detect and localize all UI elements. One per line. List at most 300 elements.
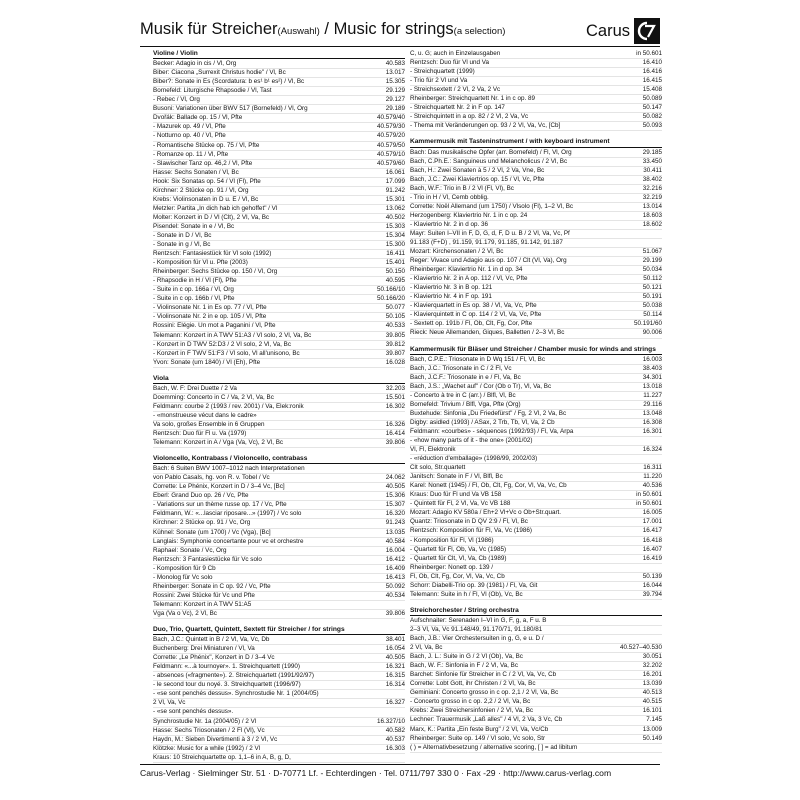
entry-catalog-number: 30.411 [643, 166, 662, 174]
entry-catalog-number: 40.534 [385, 591, 405, 599]
entry-catalog-number: 50.082 [642, 113, 662, 121]
catalog-entry [410, 275, 662, 284]
catalog-section [410, 138, 662, 338]
catalog-entry [410, 455, 662, 464]
catalog-entry [153, 178, 405, 187]
catalog-entry [153, 574, 405, 583]
entry-title: - «how many parts of it - the one» (2001/02) [410, 437, 533, 445]
entry-catalog-number: 50.114 [643, 311, 662, 319]
entry-title: Rheinberger: Sechs Stücke op. 150 / Vl, Org [153, 268, 278, 276]
entry-title: Bach, J.C.: Zwei Klaviertrios op. 15 / Vl, Vc, Pfte [410, 175, 545, 183]
catalog-entry [410, 564, 662, 573]
catalog-entry [153, 465, 405, 474]
catalog-entry [410, 248, 662, 257]
entry-title: - Komposition für Fl, Vl (1986) [410, 536, 494, 544]
catalog-entry [410, 68, 662, 77]
catalog-entry [153, 205, 405, 214]
entry-catalog-number: 50.149 [642, 734, 662, 742]
entry-title: - Notturno op. 40 / Vl, Pfte [153, 132, 226, 140]
entry-title: - Thema mit Veränderungen op. 93 / 2 Vl, Va, Vc, [Cb] [410, 122, 561, 130]
catalog-section [153, 626, 405, 763]
catalog-entry [410, 410, 662, 419]
publisher-name: Carus [585, 22, 630, 40]
entry-title: - Klavierquintett in C op. 114 / 2 Vl, Va, Vc, Pfte [410, 311, 542, 319]
catalog-entry [153, 745, 405, 754]
catalog-entry [410, 726, 662, 735]
entry-title: Rentzsch: Fantasiestück für Vl solo (1992) [153, 250, 272, 258]
entry-catalog-number: 50.092 [385, 582, 405, 590]
entry-catalog-number: 40.579/60 [376, 159, 405, 167]
entry-title: Bornefeld: Liturgische Rhapsodie / Vl, Tast [153, 87, 272, 95]
entry-catalog-number: 16.005 [642, 509, 662, 517]
entry-catalog-number: 16.413 [385, 573, 405, 581]
entry-title: Karel: Nonett (1945) / Fl, Ob, Clt, Fg, Cor, Vl, Va, Vc, Cb [410, 482, 567, 490]
entry-catalog-number: 13.017 [385, 69, 405, 77]
entry-title: - Trio in H / Vl, Cemb obblig. [410, 193, 489, 201]
entry-title: Doemming: Concerto in C / Va, 2 Vl, Va, Bc [153, 393, 274, 401]
entry-title: Mayr: Suiten I–VII in F, D, G, d, F, D u. B / 2 Vl, Va, Vc, Pf [410, 229, 570, 237]
entry-title: 2 Vl, Va, Bc [410, 644, 443, 652]
entry-catalog-number: 40.515 [642, 698, 662, 706]
entry-title: 91.183 (F+D) , 91.159, 91.179, 91.185, 91.142, 91.187 [410, 238, 563, 246]
entry-title: - Violinsonate Nr. 1 in Es op. 77 / Vl, Pfte [153, 304, 267, 312]
section-heading: Streichorchester / String orchestra [410, 607, 662, 616]
catalog-entry [153, 60, 405, 69]
entry-title: Vga (Va o Vc), 2 Vl, Bc [153, 609, 217, 617]
entry-title: Bach, J.S.: „Wachet auf" / Cor (Ob o Tr), Vl, Va, Bc [410, 382, 552, 390]
entry-title: - Concerto à tre in C (arr.) / Blfl, Vl, Bc [410, 391, 516, 399]
entry-title: 2–3 Vl, Va, Vc 91.148/49, 91.170/71, 91.180/81 [410, 626, 543, 633]
entry-catalog-number: 50.150 [385, 268, 405, 276]
catalog-entry [410, 509, 662, 518]
title-separator: / [319, 20, 334, 38]
catalog-entry [410, 671, 662, 680]
entry-title: Bach, J.C.F.: Triosonate in e / Fl, Va, Bc [410, 373, 521, 381]
entry-catalog-number: 13.039 [642, 680, 662, 688]
catalog-entry [410, 500, 662, 509]
catalog-entry [410, 707, 662, 716]
entry-catalog-number: 90.006 [642, 329, 662, 337]
catalog-entry [410, 185, 662, 194]
catalog-entry [410, 266, 662, 275]
entry-catalog-number: 15.401 [385, 259, 405, 267]
entry-catalog-number: 17.001 [642, 518, 662, 526]
entry-catalog-number: 13.018 [642, 382, 662, 390]
catalog-entry [153, 169, 405, 178]
catalog-entry [153, 359, 405, 368]
entry-title: - Komposition für 9 Cb [153, 564, 216, 572]
entry-catalog-number: 40.502 [385, 213, 405, 221]
entry-title: - Slawischer Tanz op. 46,2 / Vl, Pfte [153, 159, 253, 167]
catalog-section [153, 375, 405, 448]
catalog-entry [153, 708, 405, 717]
entry-title: Biber: Ciacona „Surrexit Christus hodie" / Vl, Bc [153, 69, 286, 77]
catalog-column-left [153, 50, 405, 763]
entry-catalog-number: 16.415 [642, 77, 662, 85]
entry-catalog-number: 16.061 [385, 168, 405, 176]
catalog-entry [153, 556, 405, 565]
catalog-entry [410, 203, 662, 212]
catalog-entry [153, 304, 405, 313]
catalog-entry [153, 332, 405, 341]
catalog-entry [410, 626, 662, 635]
entry-title: Busoni: Variationen über BWV 517 (Bornefeld) / Vl, Org [153, 105, 308, 113]
entry-title: - Klaviertrio Nr. 2 in A op. 112 / Vl, Vc, Pfte [410, 275, 528, 283]
entry-catalog-number: 40.505 [385, 483, 405, 491]
header-rule [140, 46, 660, 47]
entry-catalog-number: 15.303 [385, 222, 405, 230]
catalog-entry [153, 636, 405, 645]
entry-catalog-number: 40.595 [385, 277, 405, 285]
entry-title: - Suite in c op. 166a / Vl, Org [153, 286, 234, 294]
catalog-entry [153, 601, 405, 610]
entry-catalog-number: 15.304 [385, 231, 405, 239]
catalog-entry [153, 736, 405, 745]
catalog-entry [153, 474, 405, 483]
entry-title: - Suite in c op. 166b / Vl, Pfte [153, 295, 235, 303]
catalog-entry [410, 392, 662, 401]
entry-catalog-number: 16.326 [385, 420, 405, 428]
entry-title: Bach, C.Ph.E.: Sanguineus und Melancholicus / 2 Vl, Bc [410, 157, 568, 165]
entry-catalog-number: 18.602 [642, 220, 662, 228]
catalog-entry [410, 591, 662, 600]
entry-catalog-number: 16.003 [642, 355, 662, 363]
entry-title: ( ) = Alternativbesetzung / alternative scoring, [ ] = ad libitum [410, 743, 578, 751]
catalog-entry [410, 221, 662, 230]
entry-catalog-number: 91.242 [385, 186, 405, 194]
catalog-entry [153, 241, 405, 250]
entry-title: Rentzsch: 3 Fantasiestücke für Vc solo [153, 555, 262, 563]
catalog-entry [410, 86, 662, 95]
entry-title: - Monolog für Vc solo [153, 573, 213, 581]
entry-title: Rossini: Zwei Stücke für Vc und Pfte [153, 591, 255, 599]
entry-catalog-number: 39.807 [385, 349, 405, 357]
entry-catalog-number: 29.189 [385, 105, 405, 113]
section-heading: Viola [153, 375, 405, 384]
entry-catalog-number: 16.311 [643, 464, 662, 472]
entry-title: - Quintett für Fl, 2 Vl, Va, Vc VB 188 [410, 500, 511, 508]
catalog-entry [410, 482, 662, 491]
entry-title: Synchrostudie Nr. 1a (2004/05) / 2 Vl [153, 717, 257, 725]
entry-catalog-number: 16.314 [385, 681, 405, 689]
entry-catalog-number: 50.191/60 [633, 320, 662, 328]
catalog-entry [153, 350, 405, 359]
catalog-entry [410, 518, 662, 527]
entry-catalog-number: 7.145 [646, 716, 662, 724]
entry-catalog-number: 32.203 [385, 384, 405, 392]
catalog-entry [153, 718, 405, 727]
entry-title: Feldmann: courbe 2 (1993 / rev. 2001) / Va, Elek:ronik [153, 402, 304, 410]
entry-catalog-number: 29.199 [642, 257, 662, 265]
entry-title: Herzogenberg: Klaviertrio Nr. 1 in c op. 24 [410, 211, 528, 219]
catalog-entry [410, 644, 662, 653]
catalog-entry [410, 428, 662, 437]
entry-catalog-number: 16.412 [385, 555, 405, 563]
catalog-entry [410, 464, 662, 473]
catalog-entry [153, 322, 405, 331]
entry-catalog-number: 15.300 [385, 241, 405, 249]
catalog-entry [410, 546, 662, 555]
entry-title: Buchenberg: Drei Miniaturen / Vl, Va [153, 645, 255, 653]
entry-title: Rentzsch: Duo für Fl u. Va (1979) [153, 430, 247, 438]
entry-title: - «se sont penchés dessus». [153, 708, 234, 716]
entry-title: Vl, Fl, Elektronik [410, 446, 456, 454]
entry-catalog-number: 13.048 [642, 409, 662, 417]
entry-title: Marx, K.: Partita „Ein feste Burg" / 2 Vl, Va, Vc/Cb [410, 725, 549, 733]
entry-title: - Sextett op. 191b / Fl, Ob, Clt, Fg, Cor, Pfte [410, 320, 533, 328]
catalog-entry [410, 401, 662, 410]
entry-title: - Violinsonate Nr. 2 in e op. 105 / Vl, Pfte [153, 313, 267, 321]
catalog-entry [410, 311, 662, 320]
catalog-entry [153, 151, 405, 160]
catalog-entry [410, 383, 662, 392]
entry-catalog-number: in 50.601 [636, 491, 662, 499]
entry-title: Rheinberger: Sonate in C op. 92 / Vc, Pfte [153, 582, 271, 590]
entry-title: - Quartett für Clt, Vl, Va, Cb (1989) [410, 554, 507, 562]
entry-title: Yvon: Sonate (um 1840) / Vl (Eh), Pfte [153, 358, 261, 366]
catalog-entry [153, 439, 405, 448]
entry-title: Feldmann: «...à tournoyer». 1. Streichquartett (1990) [153, 663, 301, 671]
entry-catalog-number: 50.077 [385, 304, 405, 312]
entry-title: Eberl: Grand Duo op. 26 / Vc, Pfte [153, 492, 249, 500]
entry-catalog-number: 16.044 [642, 581, 662, 589]
entry-title: 2 Vl, Va, Vc [153, 699, 186, 707]
catalog-entry [410, 293, 662, 302]
entry-catalog-number: 16.419 [642, 554, 662, 562]
entry-title: - «monstrueuse vécut dans le cadre» [153, 411, 257, 419]
catalog-entry [410, 122, 662, 131]
entry-title: Rentzsch: Komposition für Fl, Va, Vc (1986) [410, 527, 533, 535]
catalog-entry [410, 537, 662, 546]
entry-title: Telemann: Konzert in A / Vga (Va, Vc), 2 Vl, Bc [153, 439, 284, 447]
entry-catalog-number: 33.450 [642, 157, 662, 165]
entry-title: Hook: Six Sonatas op. 54 / Vl (Fl), Pfte [153, 177, 261, 185]
entry-catalog-number: 11.227 [643, 391, 662, 399]
entry-catalog-number: 39.805 [385, 331, 405, 339]
catalog-entry [153, 214, 405, 223]
entry-title: Bach: 6 Suiten BWV 1007–1012 nach Interpretationen [153, 465, 305, 473]
catalog-entry [153, 187, 405, 196]
entry-title: Rossini: Elégie. Un mot a Paganini / Vl, Pfte [153, 322, 276, 330]
entry-title: - Trio für 2 Vl und Va [410, 77, 468, 85]
entry-title: - Streichquintett in a op. 82 / 2 Vl, 2 Va, Vc [410, 113, 529, 121]
catalog-section [410, 346, 662, 600]
entry-title: Bach, W. F.: Sinfonia in F / 2 Vl, Va, Bc [410, 662, 519, 670]
entry-catalog-number: 40.533 [385, 322, 405, 330]
entry-title: - Klaviertrio Nr. 3 in B op. 121 [410, 284, 493, 292]
catalog-entry [410, 257, 662, 266]
entry-title: Schorr: Diabelli-Trio op. 39 (1981) / Fl, Va, Git [410, 581, 538, 589]
entry-catalog-number: 18.603 [642, 211, 662, 219]
catalog-entry [153, 142, 405, 151]
catalog-entry [153, 232, 405, 241]
entry-title: Rieck: Neue Allemanden, Giques, Balletten / 2–3 Vl, Bc [410, 329, 565, 337]
entry-catalog-number: 16.414 [385, 430, 405, 438]
entry-catalog-number: 13.014 [642, 202, 662, 210]
catalog-section [153, 455, 405, 619]
entry-title: - Variations sur un thème russe op. 17 / Vc, Pfte [153, 501, 287, 509]
publisher-footer: Carus-Verlag · Sielminger Str. 51 · D-70771 Lf. - Echterdingen · Tel. 0711/797 330 0 · Fax -29 · http://www.carus-verlag.com [140, 768, 612, 778]
entry-catalog-number: 16.315 [385, 672, 405, 680]
entry-catalog-number: 16.201 [642, 671, 662, 679]
entry-title: Fl, Ob, Clt, Fg, Cor, Vl, Va, Vc, Cb [410, 572, 505, 580]
entry-catalog-number: 15.305 [385, 78, 405, 86]
entry-title: - Streichquartett Nr. 2 in F op. 147 [410, 104, 505, 112]
entry-catalog-number: 40.584 [385, 537, 405, 545]
section-heading: Kammermusik mit Tasteninstrument / with keyboard instrument [410, 138, 662, 147]
catalog-entry [153, 421, 405, 430]
catalog-entry [153, 341, 405, 350]
entry-title: Raphael: Sonate / Vc, Org [153, 546, 227, 554]
catalog-entry [153, 394, 405, 403]
catalog-entry [153, 69, 405, 78]
entry-title: Kraus: 10 Streichquartette op. 1,1–6 in A, B, g, D, [153, 753, 291, 761]
entry-title: - Konzert in F TWV 51:F3 / Vl solo, Vl all'unisono, Bc [153, 349, 300, 357]
catalog-entry [153, 592, 405, 601]
entry-title: Kühnel: Sonate (um 1700) / Vc (Vga), [Bc] [153, 528, 271, 536]
catalog-entry [410, 735, 662, 744]
entry-title: Bach, H.: Zwei Sonaten à 5 / 2 Vl, 2 Va, Vne, Bc [410, 166, 545, 174]
catalog-section [410, 50, 662, 131]
catalog-entry [153, 96, 405, 105]
entry-title: Krebs: Violinsonaten in D u. E / Vl, Bc [153, 195, 259, 203]
section-heading: Kammermusik für Bläser und Streicher / Chamber music for winds and strings [410, 346, 662, 355]
entry-catalog-number: 29.127 [385, 96, 405, 104]
catalog-entry [153, 583, 405, 592]
catalog-entry [153, 681, 405, 690]
catalog-entry [410, 446, 662, 455]
entry-title: - absences («fragmente»). 2. Streichquartett (1991/92/97) [153, 672, 315, 680]
entry-catalog-number: 16.327/10 [376, 717, 405, 725]
entry-catalog-number: 50.038 [642, 302, 662, 310]
entry-catalog-number: 16.303 [385, 744, 405, 752]
entry-title: Barchet: Sinfonie für Streicher in C / 2 Vl, Va, Vc, Cb [410, 671, 557, 679]
catalog-entry [153, 654, 405, 663]
catalog-entry [153, 385, 405, 394]
entry-title: Quantz: Triosonate in D QV 2:9 / Fl, Vl, Bc [410, 518, 528, 526]
section-heading: Violoncello, Kontrabass / Violoncello, contrabass [153, 455, 405, 464]
entry-title: - Klaviertrio Nr. 4 in F op. 191 [410, 293, 492, 301]
entry-catalog-number: 39.806 [385, 609, 405, 617]
entry-title: Aufschnaiter: Serenaden I–VI in G, F, g, a, F u. B [410, 616, 547, 624]
entry-title: - Konzert in D TWV 52:D3 / 2 Vl solo, 2 Vl, Va, Bc [153, 340, 292, 348]
entry-catalog-number: 50.089 [642, 95, 662, 103]
entry-title: von Pablo Casals, hg. von R. v. Tobel / Vc [153, 474, 270, 482]
entry-catalog-number: 38.401 [385, 636, 405, 644]
entry-catalog-number: 15.408 [642, 86, 662, 94]
entry-catalog-number: 39.794 [642, 590, 662, 598]
entry-title: Mozart: Kirchensonaten / 2 Vl, Bc [410, 248, 504, 256]
entry-catalog-number: 16.407 [642, 545, 662, 553]
entry-catalog-number: 16.054 [385, 645, 405, 653]
entry-title: Reger: Vivace und Adagio aus op. 107 / Clt (Vl, Va), Org [410, 257, 567, 265]
entry-title: Bach, W.F.: Trio in B / 2 Vl (Fl, Vl), Bc [410, 184, 514, 192]
entry-title: Va solo, großes Ensemble in 6 Gruppen [153, 420, 265, 428]
entry-title: - Concerto grosso in c op. 2,2 / 2 Vl, Va, Bc [410, 698, 531, 706]
catalog-column-right [410, 50, 662, 753]
entry-title: Klötzke: Music for a while (1992) / 2 Vl [153, 744, 261, 752]
entry-catalog-number: 50.121 [642, 284, 662, 292]
entry-title: Feldmann: «courbes» - séquences (1992/93) / Fl, Va, Arpa [410, 427, 574, 435]
entry-catalog-number: 16.409 [385, 564, 405, 572]
catalog-entry [410, 698, 662, 707]
entry-title: - Rebec / Vl, Org [153, 96, 200, 104]
catalog-entry [153, 277, 405, 286]
entry-catalog-number: in 50.601 [636, 500, 662, 508]
entry-catalog-number: 29.129 [385, 87, 405, 95]
entry-title: - «se sont penchés dessus». Synchrostudie Nr. 1 (2004/05) [153, 690, 319, 698]
entry-catalog-number: 39.812 [385, 340, 405, 348]
entry-title: - Mazurek op. 49 / Vl, Pfte [153, 123, 226, 131]
entry-title: - Klaviertrio Nr. 2 in d op. 36 [410, 220, 489, 228]
entry-title: - Streichquartett (1999) [410, 68, 475, 76]
entry-title: Becker: Adagio in cis / Vl, Org [153, 60, 237, 68]
entry-catalog-number: 38.402 [642, 175, 662, 183]
entry-title: Rheinberger: Streichquartett Nr. 1 in c op. 89 [410, 95, 535, 103]
entry-catalog-number: 50.112 [643, 275, 662, 283]
entry-title: Lechner: Trauermusik „Laß alles" / 4 Vl, 2 Va, 3 Vc, Cb [410, 716, 563, 724]
entry-title: Kraus: Duo für Fl und Va VB 158 [410, 491, 502, 499]
entry-title: Telemann: Suite in h / Fl, Vl (Ob), Vc, Bc [410, 590, 523, 598]
entry-catalog-number: 50.105 [385, 313, 405, 321]
entry-catalog-number: 38.403 [642, 364, 662, 372]
catalog-entry [410, 716, 662, 725]
catalog-entry [153, 645, 405, 654]
entry-catalog-number: 16.302 [385, 402, 405, 410]
entry-catalog-number: 16.418 [642, 536, 662, 544]
catalog-entry [410, 59, 662, 68]
entry-catalog-number: 40.505 [385, 654, 405, 662]
catalog-entry [410, 239, 662, 248]
catalog-entry [410, 284, 662, 293]
entry-title: C, u. G; auch in Einzelausgaben [410, 50, 501, 57]
entry-title: Rheinberger: Suite op. 149 / Vl solo, Vc solo, Str [410, 734, 546, 742]
catalog-entry [410, 527, 662, 536]
catalog-entry [153, 538, 405, 547]
entry-title: Haydn, M.: Sieben Divertimenti à 3 / 2 Vl, Vc [153, 735, 278, 743]
catalog-entry [410, 320, 662, 329]
entry-catalog-number: 16.004 [385, 546, 405, 554]
catalog-entry [410, 104, 662, 113]
entry-title: Bach, C.P.E.: Triosonate in D Wq 151 / Fl, Vl, Bc [410, 355, 545, 363]
catalog-entry [410, 491, 662, 500]
entry-catalog-number: 40.579/40 [376, 114, 405, 122]
title-english: Music for strings [333, 20, 454, 38]
entry-title: - Romantische Stücke op. 75 / Vl, Pfte [153, 141, 260, 149]
catalog-entry [410, 302, 662, 311]
entry-title: Molter: Konzert in D / Vl (Clt), 2 Vl, Va, Bc [153, 213, 270, 221]
entry-catalog-number: 15.301 [385, 195, 405, 203]
entry-title: - Rhapsodie in H / Vl (Fl), Pfte [153, 277, 237, 285]
entry-title: Kirchner: 2 Stücke op. 91 / Vc, Org [153, 519, 251, 527]
entry-catalog-number: 50.147 [642, 104, 662, 112]
catalog-entry [153, 160, 405, 169]
catalog-entry [410, 437, 662, 446]
catalog-entry [153, 403, 405, 412]
entry-title: Bach, J.B.: Vier Orchestersuiten in g, G, e u. D / [410, 635, 544, 643]
entry-title: - Streichsextett / 2 Vl, 2 Va, 2 Vc [410, 86, 501, 94]
entry-title: - «réduction d'emballage» (1998/99, 2002/03) [410, 455, 538, 463]
catalog-entry [153, 78, 405, 87]
catalog-entry [153, 699, 405, 708]
entry-catalog-number: 16.308 [642, 418, 662, 426]
entry-catalog-number: 50.034 [642, 266, 662, 274]
entry-title: - Komposition für Vl u. Pfte (2003) [153, 259, 248, 267]
catalog-entry [153, 565, 405, 574]
catalog-entry [153, 313, 405, 322]
entry-title: Bach, J.C.: Triosonate in C / 2 Fl, Vc [410, 364, 512, 372]
entry-catalog-number: 32.202 [642, 662, 662, 670]
